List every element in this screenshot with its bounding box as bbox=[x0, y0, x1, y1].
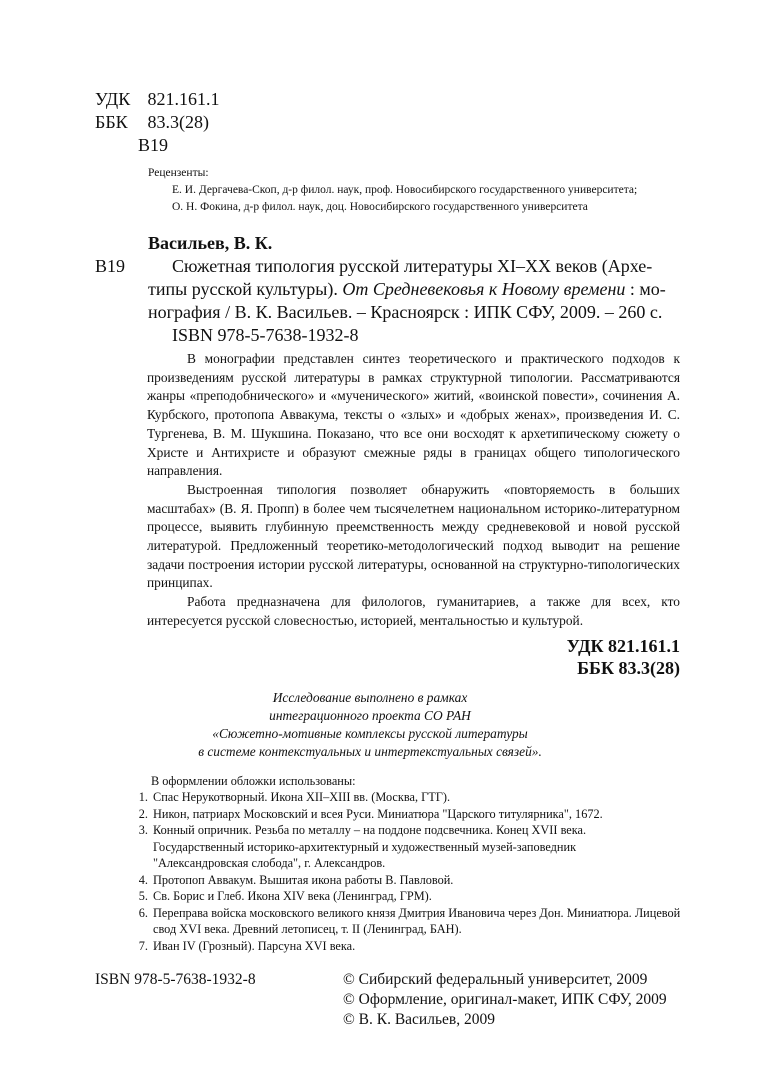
cover-list bbox=[118, 789, 698, 954]
reviewer: О. Н. Фокина, д-р филол. наук, доц. Новосибирского государственного университета bbox=[172, 201, 588, 213]
entry-mark: В19 bbox=[95, 256, 126, 276]
bbk-bold: ББК 83.3(28) bbox=[577, 657, 680, 678]
project-line: интеграционного проекта СО РАН bbox=[269, 707, 471, 723]
footer bbox=[95, 970, 715, 1030]
reviewer: Е. И. Дергачева-Скоп, д-р филол. наук, проф. Новосибирского государственного университета; bbox=[172, 184, 638, 196]
entry-subtitle: От Средневековья к Новому времени bbox=[342, 279, 626, 299]
list-item: 2. Никон, патриарх Московский и всея Руси. Миниатюра "Царского титулярника", 1672. bbox=[151, 806, 698, 823]
list-item: 6. Переправа войска московского великого князя Дмитрия Ивановича через Дон. Миниатюра. Лицевой свод XVI века. Древний летописец, т. II (Ленинград, БАН). bbox=[151, 905, 698, 938]
project-line: «Сюжетно-мотивные комплексы русской литературы bbox=[212, 725, 528, 741]
abstract bbox=[147, 350, 680, 631]
entry-line: Сюжетная типология русской литературы XI–XX веков (Архе- bbox=[172, 256, 653, 276]
cover-credits bbox=[118, 773, 698, 955]
udk-label: УДК bbox=[95, 89, 131, 109]
abstract-paragraph: В монографии представлен синтез теоретического и практического подходов к произведениям русской литературы в рамках структурной типологии. Рассматриваются жанры «преподобнического» и «мученического» житий, «воинской повести», сочинения А. Курбского, протопопа Аввакума, тексты о «злых» и «добрых женах», произведения И. С. Тургенева, В. М. Шукшина. Показано, что все они восходят к архетипическому сюжету о Христе и Антихристе и образуют смежные ряды в границах общего типологического направления. bbox=[147, 351, 680, 479]
abstract-paragraph: Работа предназначена для филологов, гуманитариев, а также для всех, кто интересуется русской словесностью, историей, ментальностью и культурой. bbox=[147, 594, 680, 628]
list-item: 5. Св. Борис и Глеб. Икона XIV века (Ленинград, ГРМ). bbox=[151, 888, 698, 905]
reviewers-label: Рецензенты: bbox=[148, 167, 209, 179]
list-item: 7. Иван IV (Грозный). Парсуна XVI века. bbox=[151, 938, 698, 955]
copyright-line: © В. К. Васильев, 2009 bbox=[343, 1011, 495, 1029]
entry-isbn: ISBN 978-5-7638-1932-8 bbox=[172, 325, 359, 345]
entry-text: типы русской культуры). bbox=[148, 279, 343, 299]
entry-line: нография / В. К. Васильев. – Красноярск : ИПК СФУ, 2009. – 260 с. bbox=[148, 302, 663, 322]
abstract-paragraph: Выстроенная типология позволяет обнаружить «повторяемость в больших масштабах» (В. Я. Пропп) в более чем тысячелетнем национальном историко-литературном процессе, выявить глубинную преемственность между средневековой и новой русской литературой. Предложенный теоретико-методологический подход выводит на решение задачи построения истории русской литературы, основанной на структурно-типологических принципах. bbox=[147, 481, 680, 591]
project-line: Исследование выполнено в рамках bbox=[272, 689, 468, 705]
cover-heading: В оформлении обложки использованы: bbox=[151, 773, 356, 788]
project-note bbox=[150, 689, 590, 761]
copyright-line: © Оформление, оригинал-макет, ИПК СФУ, 2009 bbox=[343, 991, 667, 1009]
copyrights bbox=[343, 970, 667, 1030]
udk-bold: УДК 821.161.1 bbox=[566, 635, 680, 656]
classification-codes bbox=[95, 88, 685, 157]
project-line: в системе контекстуальных и интертекстуальных связей». bbox=[198, 743, 542, 759]
footer-isbn: ISBN 978-5-7638-1932-8 bbox=[95, 971, 256, 989]
copyright-line: © Сибирский федеральный университет, 2009 bbox=[343, 971, 648, 989]
author-mark: В19 bbox=[138, 135, 169, 155]
bibliographic-entry bbox=[95, 232, 685, 347]
classification-codes-bold bbox=[147, 635, 680, 679]
list-item: 1. Спас Нерукотворный. Икона XII–XIII вв. (Москва, ГТГ). bbox=[151, 789, 698, 806]
bbk-label: ББК bbox=[95, 112, 128, 132]
list-item: 4. Протопоп Аввакум. Вышитая икона работы В. Павловой. bbox=[151, 872, 698, 889]
list-item: 3. Конный опричник. Резьба по металлу – на поддоне подсвечника. Конец XVII века. Государственный историко-архитектурный и художественный музей-заповедник "Александровская слобода", г. Александров. bbox=[151, 822, 698, 872]
entry-text: : мо- bbox=[625, 279, 666, 299]
reviewers bbox=[148, 165, 685, 216]
udk-code: 821.161.1 bbox=[147, 89, 220, 109]
author-name: Васильев, В. К. bbox=[148, 233, 273, 253]
bbk-code: 83.3(28) bbox=[147, 112, 209, 132]
